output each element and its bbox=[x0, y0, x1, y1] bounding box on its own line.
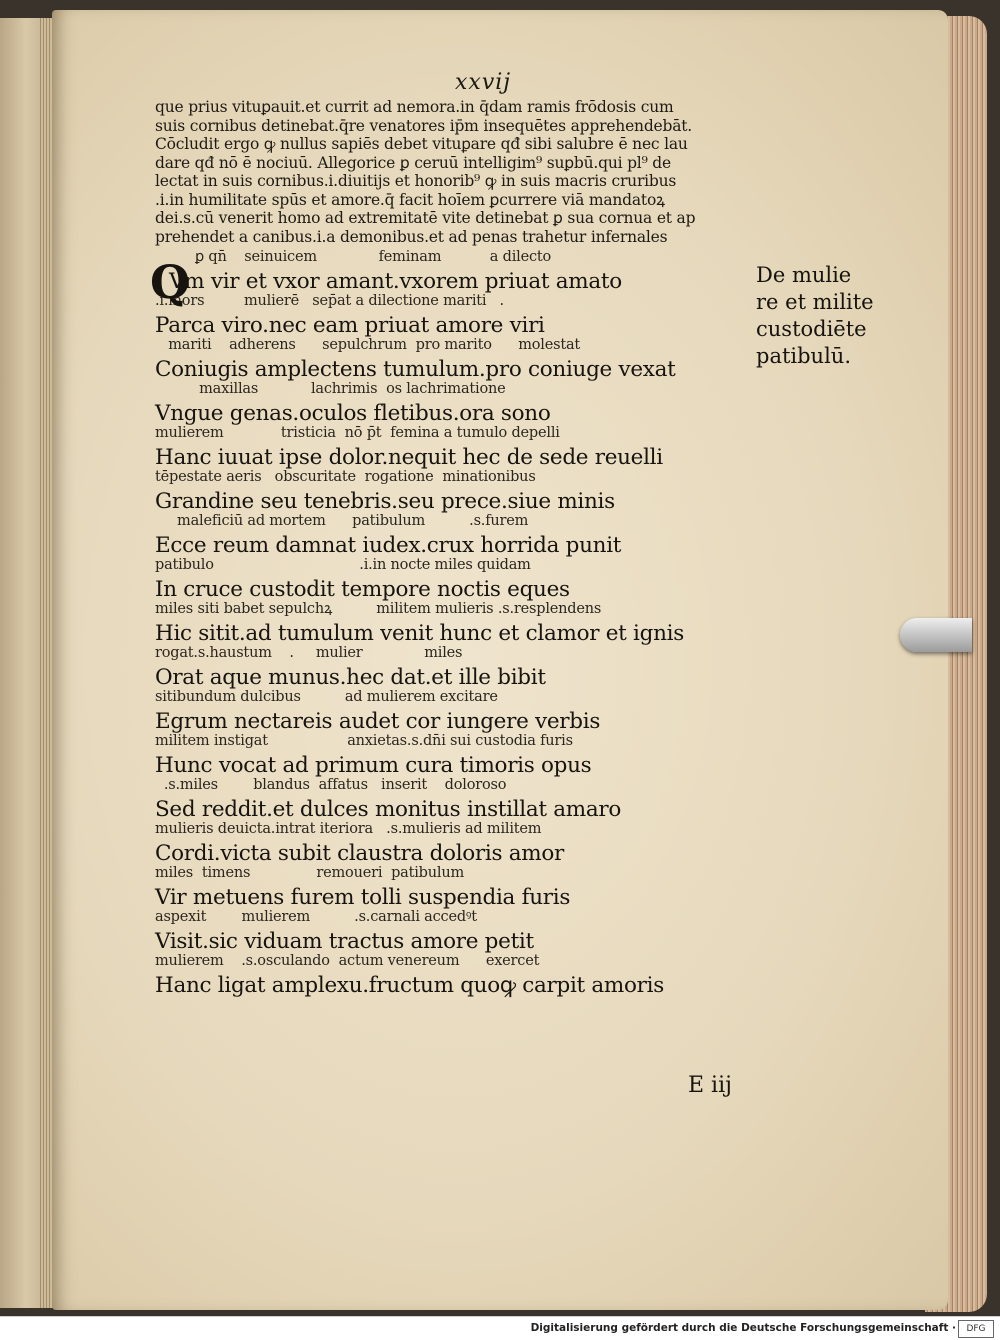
prose-line: suis cornibus detinebat.q̄re venatores ip̄m insequētes apprehendebāt. bbox=[155, 116, 693, 135]
prose-line: dei.s.cū venerit homo ad extremitatē vite detinebat ꝑ sua cornua et ap bbox=[155, 209, 696, 227]
verse-line: Vir metuens furem tolli suspendia furis bbox=[155, 885, 571, 910]
verse-line: Hanc ligat amplexu.fructum quoꝙ carpit amoris bbox=[155, 973, 664, 998]
footer-bar bbox=[0, 1316, 1000, 1340]
footer-credit: Digitalisierung gefördert durch die Deutsche Forschungsgemeinschaft · bbox=[530, 1322, 956, 1334]
margin-note-line: De mulie bbox=[756, 263, 852, 287]
verse-line: Ecce reum damnat iudex.crux horrida punit bbox=[155, 533, 622, 558]
gloss-line: militem instigat anxietas.s.dn̄i sui custodia furis bbox=[155, 733, 573, 749]
margin-note bbox=[756, 262, 886, 370]
verse-line: Orat aque munus.hec dat.et ille bibit bbox=[155, 665, 546, 690]
verse-line: Hanc iuuat ipse dolor.nequit hec de sede reuelli bbox=[155, 445, 663, 470]
gloss-line: mulierem tristicia nō p̄t femina a tumulo depelli bbox=[155, 425, 560, 441]
verse-line: Cordi.victa subit claustra doloris amor bbox=[155, 841, 564, 866]
dfg-logo: DFG bbox=[958, 1320, 994, 1338]
bookmark-tab bbox=[900, 618, 972, 652]
prose-line: Cōcludit ergo ꝙ nullus sapiēs debet vituꝑare qđ sibi salubre ē nec lau bbox=[155, 135, 688, 153]
margin-note-line: custodiēte bbox=[756, 317, 867, 341]
verse-line: Egrum nectareis audet cor iungere verbis bbox=[155, 709, 601, 734]
verse-line: Hic sitit.ad tumulum venit hunc et clamor et ignis bbox=[155, 621, 684, 646]
folio-number: xxvij bbox=[455, 70, 512, 95]
gloss-line: tēpestate aeris obscuritate rogatione minationibus bbox=[155, 469, 536, 485]
prose-line: .i.in humilitate spūs et amore.q̄ facit hoīem ꝑcurrere viā mandatoꝝ bbox=[155, 190, 665, 209]
margin-note-line: re et milite bbox=[756, 290, 874, 314]
verse-line: Hunc vocat ad primum cura timoris opus bbox=[155, 753, 592, 778]
verse-line: In cruce custodit tempore noctis eques bbox=[155, 577, 570, 602]
gloss-line: mariti adherens sepulchrum pro marito molestat bbox=[155, 337, 581, 353]
verse-line: Coniugis amplectens tumulum.pro coniuge vexat bbox=[155, 357, 676, 382]
margin-note-line: patibulū. bbox=[756, 344, 852, 368]
glossed-verses bbox=[155, 248, 770, 996]
signature-mark: E iij bbox=[688, 1073, 732, 1098]
gloss-line: .i.mors mulierē sep̄at a dilectione mariti . bbox=[155, 293, 504, 309]
prose-line: lectat in suis cornibus.i.diuitijs et honorib⁹ ꝙ in suis macris cruribus bbox=[155, 172, 677, 190]
gloss-line: mulieris deuicta.intrat iteriora .s.mulieris ad militem bbox=[155, 821, 542, 837]
gloss-line: sitibundum dulcibus ad mulierem excitare bbox=[155, 689, 498, 705]
gloss-line: miles timens remoueri patibulum bbox=[155, 865, 465, 881]
prose-line: prehendet a canibus.i.a demonibus.et ad penas trahetur infernales bbox=[155, 227, 668, 246]
verse-line: Vngue genas.oculos fletibus.ora sono bbox=[155, 401, 551, 426]
verse-line: Sed reddit.et dulces monitus instillat amaro bbox=[155, 797, 622, 822]
gloss-line: mulierem .s.osculando actum venereum exercet bbox=[155, 953, 540, 969]
prose-line: que prius vituꝑauit.et currit ad nemora.in q̄dam ramis frōdosis cum bbox=[155, 98, 674, 116]
gloss-line: maleficiū ad mortem patibulum .s.furem bbox=[155, 513, 529, 529]
verse-line: Visit.sic viduam tractus amore petit bbox=[155, 929, 534, 954]
verse-line: Parca viro.nec eam priuat amore viri bbox=[155, 313, 545, 338]
gloss-line: ꝑ qn̄ seinuicem feminam a dilecto bbox=[195, 249, 552, 265]
verse-line: Grandine seu tenebris.seu prece.siue minis bbox=[155, 489, 615, 514]
gloss-line: maxillas lachrimis os lachrimatione bbox=[155, 381, 506, 397]
verse-line: Vm vir et vxor amant.vxorem priuat amato bbox=[169, 269, 622, 294]
decorated-initial: Q bbox=[150, 255, 191, 309]
gloss-line: aspexit mulierem .s.carnali accedꝰt bbox=[155, 909, 477, 925]
gloss-line: .s.miles blandus affatus inserit doloroso bbox=[155, 777, 507, 793]
prose-paragraph bbox=[155, 98, 770, 246]
gloss-line: rogat.s.haustum . mulier miles bbox=[155, 645, 463, 661]
gloss-line: patibulo .i.in nocte miles quidam bbox=[155, 557, 531, 573]
gloss-line: miles siti babet sepulchꝝ militem mulieris .s.resplendens bbox=[155, 601, 602, 617]
prose-line: dare qđ nō ē nociuū. Allegorice ꝑ ceruū intelligim⁹ suꝑbū.qui pl⁹ de bbox=[155, 153, 672, 172]
text-block bbox=[155, 98, 770, 996]
